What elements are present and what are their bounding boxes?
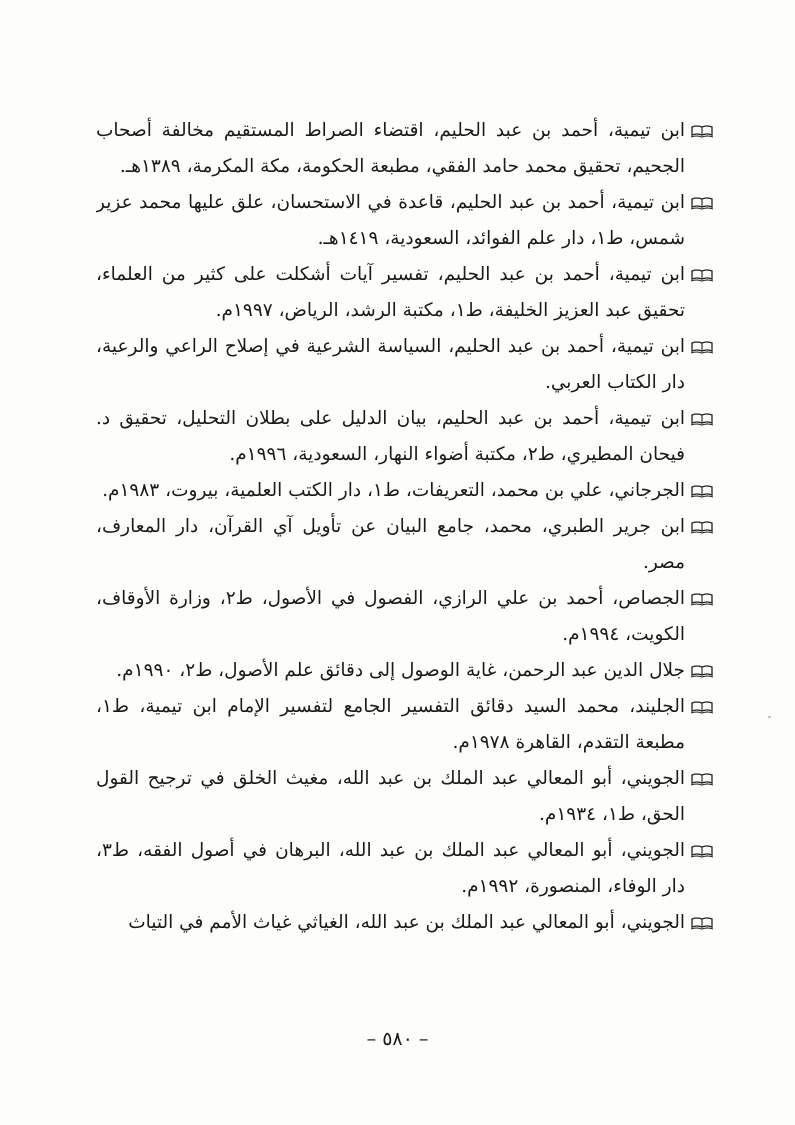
reference-entry	[96, 329, 713, 401]
reference-entry	[96, 833, 713, 905]
book-icon	[691, 700, 713, 714]
reference-text: ابن تيمية، أحمد بن عبد الحليم، اقتضاء الصراط المستقيم مخالفة أصحاب الجحيم، تحقيق محمد حامد الفقي، مطبعة الحكومة، مكة المكرمة، ١٣٨٩هـ.	[96, 120, 685, 177]
book-icon	[691, 412, 713, 426]
book-icon	[691, 844, 713, 858]
book-icon	[691, 664, 713, 678]
reference-text: ابن تيمية، أحمد بن عبد الحليم، بيان الدليل على بطلان التحليل، تحقيق د. فيحان المطيري، ط٢، مكتبة أضواء النهار، السعودية، ١٩٩٦م.	[96, 408, 685, 465]
book-icon	[691, 340, 713, 354]
reference-entry	[96, 473, 713, 509]
book-icon	[691, 592, 713, 606]
reference-entry	[96, 257, 713, 329]
book-icon	[691, 196, 713, 210]
reference-text: الجصاص، أحمد بن علي الرازي، الفصول في الأصول، ط٢، وزارة الأوقاف، الكويت، ١٩٩٤م.	[96, 588, 685, 645]
reference-entry	[96, 185, 713, 257]
reference-entry	[96, 653, 713, 689]
reference-text: الجويني، أبو المعالي عبد الملك بن عبد الله، الغياثي غياث الأمم في التياث	[128, 912, 685, 933]
reference-text: الجويني، أبو المعالي عبد الملك بن عبد الله، مغيث الخلق في ترجيح القول الحق، ط١، ١٩٣٤م.	[96, 768, 685, 825]
reference-text: جلال الدين عبد الرحمن، غاية الوصول إلى دقائق علم الأصول، ط٢، ١٩٩٠م.	[116, 660, 685, 681]
reference-text: ابن تيمية، أحمد بن عبد الحليم، تفسير آيات أشكلت على كثير من العلماء، تحقيق عبد العزيز الخليفة، ط١، مكتبة الرشد، الرياض، ١٩٩٧م.	[96, 264, 685, 321]
reference-text: الجرجاني، علي بن محمد، التعريفات، ط١، دار الكتب العلمية، بيروت، ١٩٨٣م.	[102, 480, 685, 501]
reference-text: ابن جرير الطبري، محمد، جامع البيان عن تأويل آي القرآن، دار المعارف، مصر.	[96, 516, 685, 573]
book-icon	[691, 916, 713, 930]
reference-text: الجويني، أبو المعالي عبد الملك بن عبد الله، البرهان في أصول الفقه، ط٣، دار الوفاء، المنصورة، ١٩٩٢م.	[96, 840, 685, 897]
bibliography-list	[96, 113, 713, 941]
reference-entry	[96, 581, 713, 653]
reference-entry	[96, 113, 713, 185]
reference-entry	[96, 401, 713, 473]
reference-text: ابن تيمية، أحمد بن عبد الحليم، السياسة الشرعية في إصلاح الراعي والرعية، دار الكتاب العربي.	[96, 336, 685, 393]
reference-text: ابن تيمية، أحمد بن عبد الحليم، قاعدة في الاستحسان، علق عليها محمد عزير شمس، ط١، دار علم الفوائد، السعودية، ١٤١٩هـ.	[96, 192, 685, 249]
reference-entry	[96, 509, 713, 581]
book-icon	[691, 520, 713, 534]
scan-speck	[768, 716, 771, 718]
book-icon	[691, 484, 713, 498]
page-number: – ٥٨٠ –	[366, 1028, 429, 1050]
reference-entry	[96, 689, 713, 761]
book-icon	[691, 268, 713, 282]
book-icon	[691, 124, 713, 138]
reference-entry	[96, 761, 713, 833]
reference-text: الجليند، محمد السيد دقائق التفسير الجامع لتفسير الإمام ابن تيمية، ط١، مطبعة التقدم، القاهرة ١٩٧٨م.	[96, 696, 685, 753]
reference-entry	[96, 905, 713, 941]
book-icon	[691, 772, 713, 786]
